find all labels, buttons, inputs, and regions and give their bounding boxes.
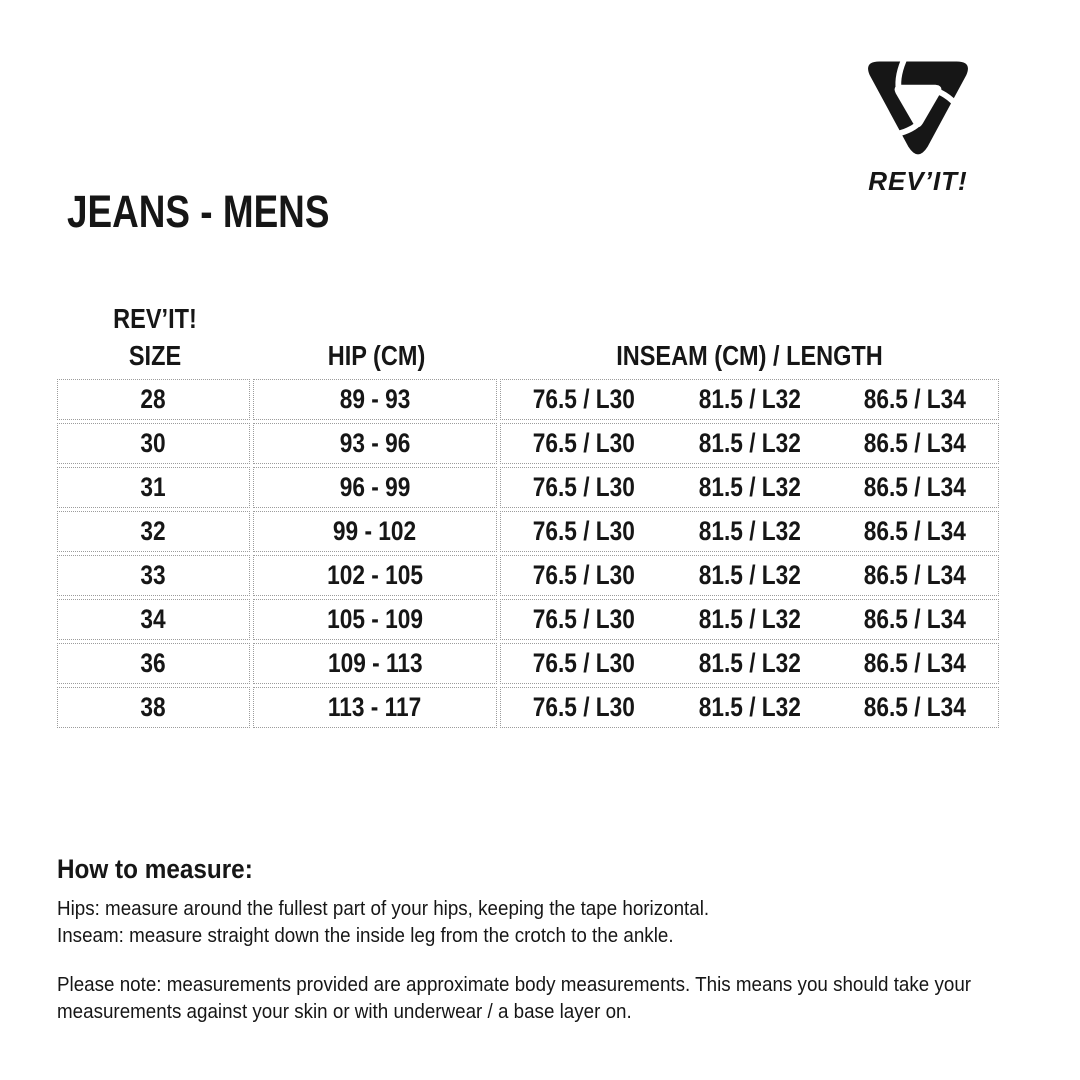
cell-size: 38: [57, 687, 250, 728]
cell-size: 31: [57, 467, 250, 508]
table-row: [57, 599, 999, 640]
table-row: [57, 467, 999, 508]
column-header-hip: HIP (CM): [327, 340, 426, 371]
text-line: Inseam: measure straight down the inside leg from the crotch to the ankle.: [57, 925, 674, 947]
cell-size: 34: [57, 599, 250, 640]
revit-logo-icon: [850, 46, 986, 164]
cell-size: 28: [57, 379, 250, 420]
cell-inseam: 76.5 / L30 81.5 / L32 86.5 / L34: [500, 643, 999, 684]
cell-size: 30: [57, 423, 250, 464]
cell-inseam: 76.5 / L30 81.5 / L32 86.5 / L34: [500, 555, 999, 596]
text-line: measurements against your skin or with underwear / a base layer on.: [57, 1001, 632, 1023]
table-row: [57, 643, 999, 684]
column-header-inseam: INSEAM (CM) / LENGTH: [616, 340, 883, 371]
cell-hip: 99 - 102: [253, 511, 497, 552]
how-to-measure-section: [57, 854, 1029, 1026]
cell-size: 33: [57, 555, 250, 596]
measure-instructions: [57, 896, 1029, 950]
size-table-grid: [54, 376, 1002, 731]
brand-logo: [842, 46, 994, 197]
cell-inseam: 76.5 / L30 81.5 / L32 86.5 / L34: [500, 423, 999, 464]
cell-hip: 96 - 99: [253, 467, 497, 508]
cell-hip: 105 - 109: [253, 599, 497, 640]
cell-size: 36: [57, 643, 250, 684]
how-to-measure-heading: How to measure:: [57, 854, 253, 884]
cell-hip: 102 - 105: [253, 555, 497, 596]
size-table: [57, 300, 1002, 731]
cell-hip: 113 - 117: [253, 687, 497, 728]
cell-inseam: 76.5 / L30 81.5 / L32 86.5 / L34: [500, 687, 999, 728]
column-header-size: REV’IT! SIZE: [113, 303, 197, 371]
text-line: Please note: measurements provided are approximate body measurements. This means you should take your: [57, 974, 972, 996]
table-row: [57, 423, 999, 464]
text-line: Hips: measure around the fullest part of your hips, keeping the tape horizontal.: [57, 898, 710, 920]
cell-hip: 109 - 113: [253, 643, 497, 684]
page-title: JEANS - MENS: [67, 186, 330, 237]
cell-inseam: 76.5 / L30 81.5 / L32 86.5 / L34: [500, 599, 999, 640]
measure-note: [57, 972, 1029, 1026]
size-table-header: [57, 300, 1002, 374]
table-row: [57, 511, 999, 552]
table-row: [57, 687, 999, 728]
cell-inseam: 76.5 / L30 81.5 / L32 86.5 / L34: [500, 511, 999, 552]
cell-hip: 89 - 93: [253, 379, 497, 420]
cell-inseam: 76.5 / L30 81.5 / L32 86.5 / L34: [500, 379, 999, 420]
size-table-body: [57, 379, 999, 728]
brand-wordmark: REV’IT!: [868, 166, 968, 196]
cell-inseam: 76.5 / L30 81.5 / L32 86.5 / L34: [500, 467, 999, 508]
table-row: [57, 555, 999, 596]
cell-size: 32: [57, 511, 250, 552]
table-row: [57, 379, 999, 420]
cell-hip: 93 - 96: [253, 423, 497, 464]
